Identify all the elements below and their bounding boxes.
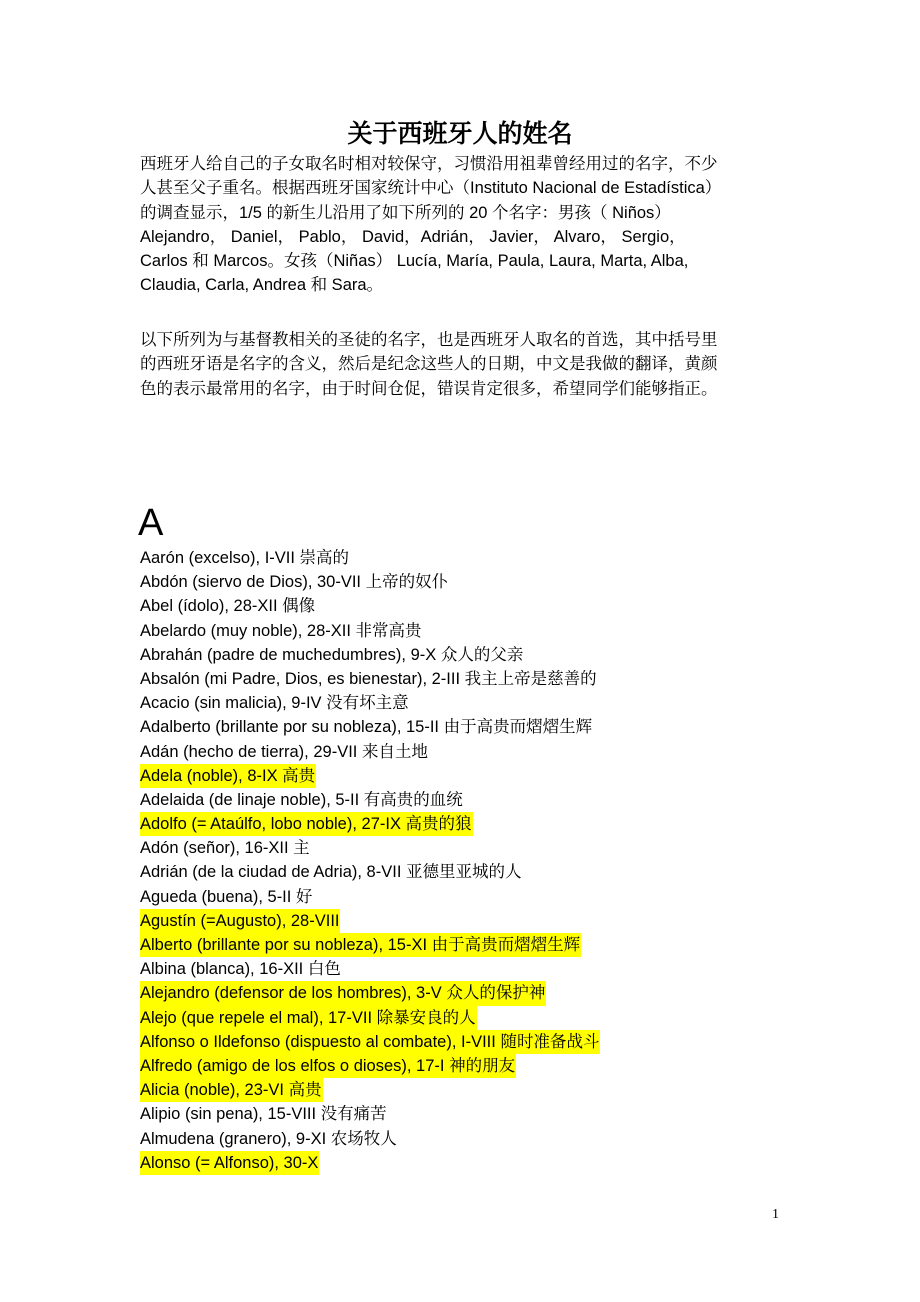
name-entry (140, 836, 600, 860)
name-entry-text: Adolfo (= Ataúlfo, lobo noble), 27-IX 高贵的狼 (140, 812, 473, 836)
intro-paragraph (140, 152, 781, 298)
explanation-paragraph (140, 328, 781, 401)
name-entry-text: Alipio (sin pena), 15-VIII 没有痛苦 (140, 1105, 387, 1124)
name-entry-text: Aarón (excelso), I-VII 崇高的 (140, 549, 350, 567)
name-entry (140, 764, 600, 788)
name-entry-text: Abrahán (padre de muchedumbres), 9-X 众人的父亲 (140, 645, 524, 664)
name-entry-text: Alejandro (defensor de los hombres), 3-V 众人的保护神 (140, 981, 546, 1005)
explanation-line: 的西班牙语是名字的含义，然后是纪念这些人的日期，中文是我做的翻译，黄颜 (140, 355, 718, 374)
name-list (140, 546, 600, 1175)
name-entry (140, 740, 600, 764)
name-entry (140, 1078, 600, 1102)
name-entry (140, 788, 600, 812)
intro-line: Claudia, Carla, Andrea 和 Sara。 (140, 276, 384, 295)
name-entry-text: Alfonso o Ildefonso (dispuesto al combate), I-VIII 随时准备战斗 (140, 1030, 600, 1054)
name-entry (140, 1006, 600, 1030)
name-entry (140, 619, 600, 643)
name-entry-text: Abdón (siervo de Dios), 30-VII 上帝的奴仆 (140, 573, 449, 592)
name-entry-text: Adrián (de la ciudad de Adria), 8-VII 亚德里亚城的人 (140, 863, 522, 882)
name-entry (140, 933, 600, 957)
name-entry (140, 885, 600, 909)
intro-line: Carlos 和 Marcos。女孩（Niñas） Lucía, María, Paula, Laura, Marta, Alba, (140, 252, 689, 271)
name-entry-text: Alonso (= Alfonso), 30-X (140, 1151, 319, 1175)
name-entry (140, 546, 600, 570)
name-entry (140, 860, 600, 884)
name-entry (140, 957, 600, 981)
name-entry (140, 1030, 600, 1054)
explanation-line: 色的表示最常用的名字，由于时间仓促，错误肯定很多，希望同学们能够指正。 (140, 379, 718, 398)
name-entry-text: Agueda (buena), 5-II 好 (140, 887, 313, 906)
name-entry (140, 981, 600, 1005)
intro-line: 西班牙人给自己的子女取名时相对较保守，习惯沿用祖辈曾经用过的名字，不少 (140, 155, 718, 173)
name-entry (140, 812, 600, 836)
page-number: 1 (772, 1207, 779, 1222)
intro-line: 的调查显示，1/5 的新生儿沿用了如下所列的 20 个名字：男孩（ Niños） (140, 203, 671, 222)
intro-line: Alejandro， Daniel， Pablo， David，Adrián， Javier， Alvaro， Sergio， (140, 227, 686, 246)
name-entry (140, 1054, 600, 1078)
name-entry-text: Alicia (noble), 23-VI 高贵 (140, 1078, 323, 1102)
name-entry (140, 1102, 600, 1126)
name-entry-text: Agustín (=Augusto), 28-VIII (140, 909, 340, 933)
name-entry (140, 667, 600, 691)
name-entry-text: Albina (blanca), 16-XII 白色 (140, 960, 341, 979)
section-letter-heading: A (138, 502, 164, 544)
name-entry (140, 1151, 600, 1175)
name-entry-text: Almudena (granero), 9-XI 农场牧人 (140, 1129, 397, 1148)
name-entry (140, 643, 600, 667)
name-entry (140, 1127, 600, 1151)
name-entry-text: Alberto (brillante por su nobleza), 15-XI 由于高贵而熠熠生辉 (140, 933, 581, 957)
name-entry (140, 715, 600, 739)
name-entry (140, 909, 600, 933)
name-entry-text: Alejo (que repele el mal), 17-VII 除暴安良的人 (140, 1006, 477, 1030)
name-entry-text: Adela (noble), 8-IX 高贵 (140, 764, 316, 788)
name-entry-text: Absalón (mi Padre, Dios, es bienestar), 2-III 我主上帝是慈善的 (140, 669, 597, 688)
page-title: 关于西班牙人的姓名 (347, 119, 573, 148)
name-entry-text: Adán (hecho de tierra), 29-VII 来自土地 (140, 742, 428, 761)
name-entry (140, 691, 600, 715)
name-entry-text: Adalberto (brillante por su nobleza), 15-II 由于高贵而熠熠生辉 (140, 718, 593, 737)
name-entry-text: Abelardo (muy noble), 28-XII 非常高贵 (140, 621, 422, 640)
explanation-line: 以下所列为与基督教相关的圣徒的名字，也是西班牙人取名的首选，其中括号里 (140, 331, 718, 349)
name-entry-text: Acacio (sin malicia), 9-IV 没有坏主意 (140, 694, 409, 713)
name-entry-text: Abel (ídolo), 28-XII 偶像 (140, 597, 316, 616)
name-entry (140, 570, 600, 594)
intro-line: 人甚至父子重名。根据西班牙国家统计中心（Instituto Nacional de Estadística） (140, 179, 722, 198)
name-entry-text: Adelaida (de linaje noble), 5-II 有高贵的血统 (140, 790, 463, 809)
name-entry-text: Adón (señor), 16-XII 主 (140, 839, 310, 858)
name-entry-text: Alfredo (amigo de los elfos o dioses), 17-I 神的朋友 (140, 1054, 516, 1078)
name-entry (140, 594, 600, 618)
